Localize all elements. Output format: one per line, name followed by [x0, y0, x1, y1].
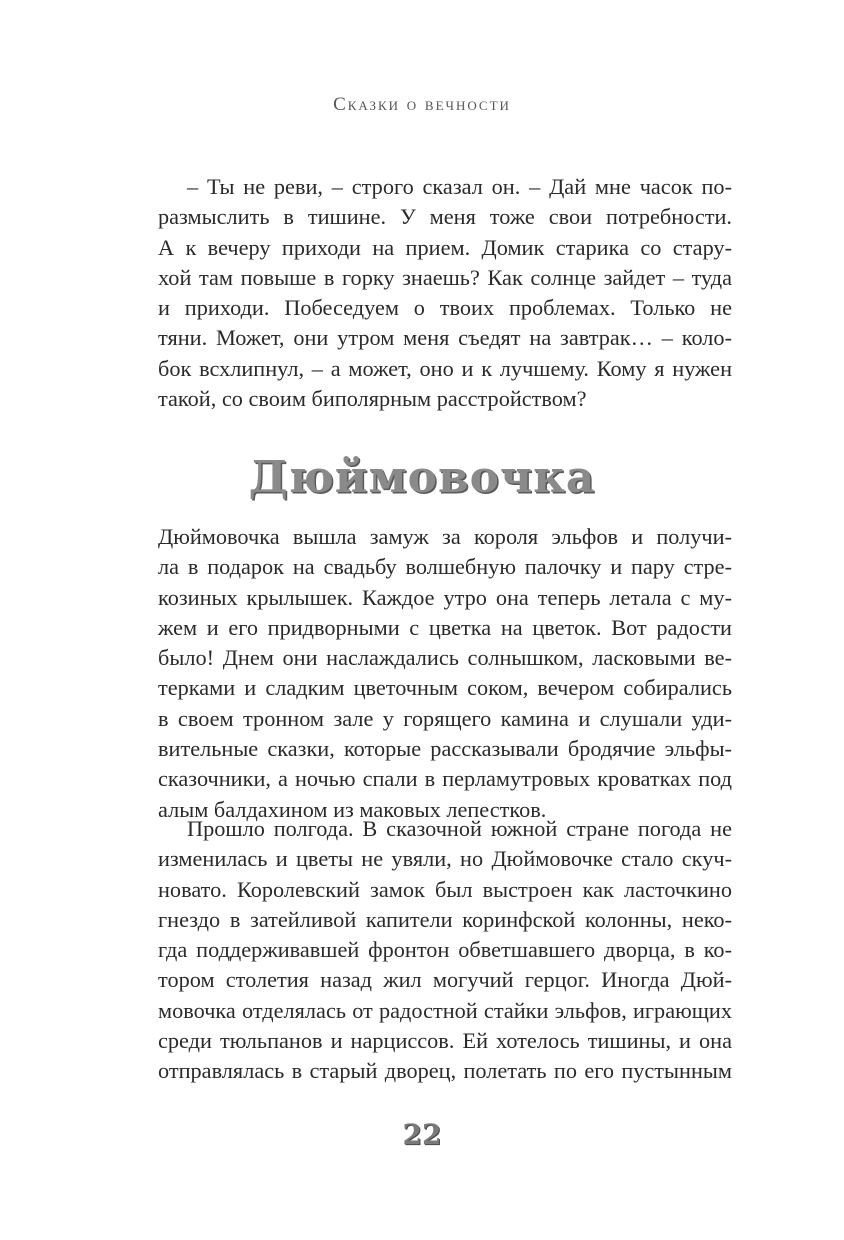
text-line: Прошло полгода. В сказочной южной стране погода не — [187, 816, 732, 841]
paragraph-intro — [158, 522, 732, 825]
text-line: – Ты не реви, – строго сказал он. – Дай мне часок по- — [187, 174, 732, 199]
text-line: А к вечеру приходи на прием. Домик старика со стару- — [158, 234, 732, 260]
paragraph-continuation — [158, 814, 732, 1087]
text-line: новато. Королевский замок был выстроен как ласточкино — [158, 876, 732, 902]
text-line: алым балдахином из маковых лепестков. — [158, 796, 547, 822]
text-line: гда поддерживавшей фронтон обветшавшего дворца, в ко- — [158, 937, 732, 963]
text-line: хой там повыше в горку знаешь? Как солнце зайдет – туда — [158, 264, 732, 290]
text-line: было! Днем они наслаждались солнышком, ласковыми ве- — [158, 645, 732, 671]
text-line: вительные сказки, которые рассказывали бродячие эльфы- — [158, 736, 732, 762]
text-line: размыслить в тишине. У меня тоже свои потребности. — [158, 204, 732, 230]
paragraph-dialogue — [158, 172, 732, 414]
text-line: среди тюльпанов и нарциссов. Ей хотелось тишины, и она — [158, 1028, 732, 1054]
text-line: мовочка отделялась от радостной стайки эльфов, играющих — [158, 997, 732, 1023]
text-line: ла в подарок на свадьбу волшебную палочку и пару стре- — [158, 554, 732, 580]
running-head: Сказки о вечности — [333, 94, 511, 115]
page-number: 22 — [402, 1118, 442, 1151]
text-line: такой, со своим биполярным расстройством? — [158, 386, 587, 412]
chapter-title: Дюймовочка — [248, 452, 596, 503]
text-line: изменилась и цветы не увяли, но Дюймовочке стало скуч- — [158, 846, 732, 872]
text-line: тором столетия назад жил могучий герцог. Иногда Дюй- — [158, 967, 732, 993]
text-line: тяни. Может, они утром меня съедят на завтрак… – коло- — [158, 325, 732, 351]
text-line: отправлялась в старый дворец, полетать по его пустынным — [158, 1058, 732, 1084]
text-line: жем и его придворными с цветка на цветок. Вот радости — [158, 614, 732, 640]
text-line: козиных крылышек. Каждое утро она теперь летала с му- — [158, 584, 732, 610]
text-line: Дюймовочка вышла замуж за короля эльфов и получи- — [158, 524, 732, 549]
text-line: в своем тронном зале у горящего камина и слушали уди- — [158, 705, 732, 731]
text-line: бок всхлипнул, – а может, оно и к лучшему. Кому я нужен — [158, 355, 732, 381]
text-line: и приходи. Побеседуем о твоих проблемах. Только не — [158, 295, 732, 321]
text-line: терками и сладким цветочным соком, вечером собирались — [158, 675, 732, 701]
text-line: сказочники, а ночью спали в перламутровых кроватках под — [158, 766, 732, 792]
text-line: гнездо в затейливой капители коринфской колонны, неко- — [158, 906, 732, 932]
